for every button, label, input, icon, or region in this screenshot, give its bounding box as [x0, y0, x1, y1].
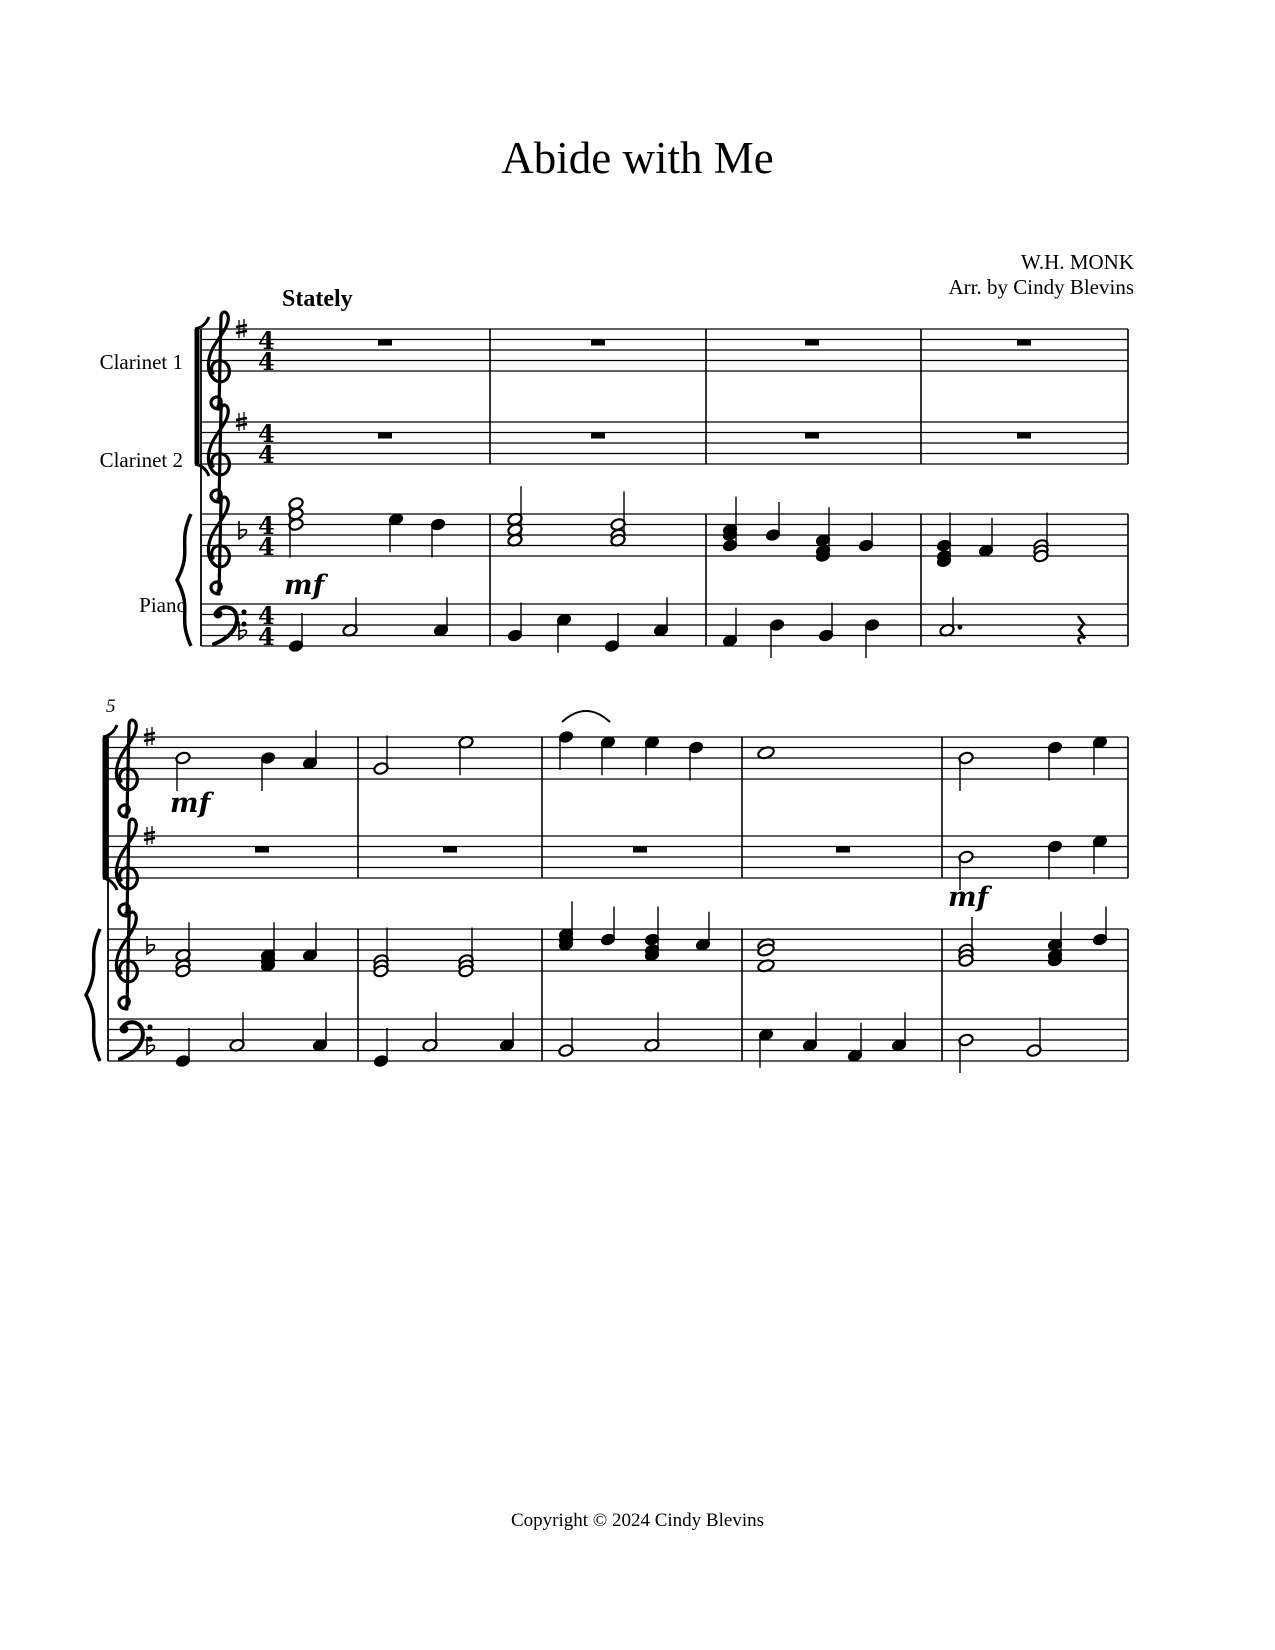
arranger-credit: Arr. by Cindy Blevins [948, 275, 1134, 299]
dynamic-mf: mf [170, 788, 211, 819]
whole-rest [633, 847, 647, 853]
key-flat [147, 936, 155, 954]
staff-clarinet-2 [108, 836, 1128, 878]
sharp-stroke [144, 733, 155, 735]
whole-rest [836, 847, 850, 853]
quarter-rest [1078, 616, 1085, 644]
sharp-stroke [236, 325, 247, 327]
time-signature-top: 4 [258, 326, 275, 355]
sharp-stroke [236, 331, 247, 333]
whole-rest [378, 340, 392, 346]
dynamic-mf: mf [284, 570, 325, 601]
sharp-stroke [144, 739, 155, 741]
whole-rest [443, 847, 457, 853]
instrument-label-piano: Piano [139, 593, 187, 617]
bracket-hook [103, 878, 117, 890]
staff-clarinet-1 [201, 329, 1128, 371]
time-signature-top: 4 [258, 601, 275, 630]
time-signature-bottom: 4 [258, 622, 275, 651]
measure-number: 5 [106, 696, 116, 717]
time-signature-top: 4 [258, 419, 275, 448]
page-title: Abide with Me [501, 133, 774, 183]
whole-rest [591, 340, 605, 346]
whole-rest [591, 433, 605, 439]
staff-piano-bass [108, 1019, 1128, 1061]
augmentation-dot [958, 625, 963, 630]
bracket-hook [195, 317, 209, 329]
staff-piano-treble [108, 929, 1128, 971]
whole-rest [805, 340, 819, 346]
time-signature-top: 4 [258, 511, 275, 540]
whole-rest [805, 433, 819, 439]
system-bracket [195, 317, 209, 476]
time-signature-bottom: 4 [258, 347, 275, 376]
whole-rest [378, 433, 392, 439]
sharp-stroke [144, 832, 155, 834]
piano-brace [86, 929, 100, 1061]
instrument-label-clarinet-1: Clarinet 1 [99, 350, 183, 374]
time-signature-bottom: 4 [258, 532, 275, 561]
bracket-hook [103, 725, 117, 737]
instrument-label-clarinet-2: Clarinet 2 [99, 448, 183, 472]
composer-credit: W.H. MONK [1021, 250, 1134, 274]
whole-rest [1017, 340, 1031, 346]
tempo-marking: Stately [282, 286, 353, 312]
system-bracket [103, 725, 117, 890]
dynamic-mf: mf [948, 882, 989, 913]
time-signature-bottom: 4 [258, 440, 275, 469]
staff-clarinet-2 [201, 422, 1128, 464]
sharp-stroke [236, 418, 247, 420]
staff-clarinet-1 [108, 737, 1128, 779]
whole-rest [1017, 433, 1031, 439]
key-flat [239, 521, 247, 539]
whole-rest [255, 847, 269, 853]
sharp-stroke [144, 838, 155, 840]
bracket-hook [195, 464, 209, 476]
sharp-stroke [236, 424, 247, 426]
copyright-footer: Copyright © 2024 Cindy Blevins [510, 1510, 764, 1531]
slur [562, 711, 610, 722]
piano-brace [177, 514, 191, 646]
